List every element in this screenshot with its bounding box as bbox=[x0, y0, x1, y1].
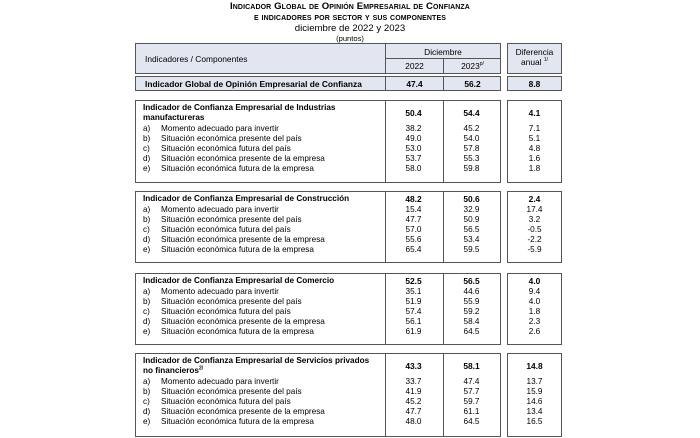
header-indicators-label: Indicadores / Componentes bbox=[145, 54, 248, 64]
table-row: a) Momento adecuado para invertir 38.2 45.2 7.1 bbox=[143, 124, 541, 133]
table-row: b) Situación económica presente del país 41.9 57.7 15.9 bbox=[143, 387, 543, 396]
section-value-2023: 56.5 bbox=[463, 276, 480, 286]
section-diff: 14.8 bbox=[526, 361, 543, 371]
section-value-2022: 48.2 bbox=[405, 194, 422, 204]
section-value-2022: 50.4 bbox=[405, 108, 422, 118]
global-value-2022: 47.4 bbox=[406, 79, 423, 89]
section-value-2023: 58.1 bbox=[463, 361, 480, 371]
section-value-2023: 50.6 bbox=[463, 194, 480, 204]
global-diff-value: 8.8 bbox=[528, 79, 541, 89]
section-title: Indicador de Confianza Empresarial de Construcción bbox=[143, 194, 350, 203]
table-row: d) Situación económica presente de la empresa 53.7 55.3 1.6 bbox=[143, 154, 541, 163]
global-indicator-row bbox=[135, 76, 386, 91]
table-row: c) Situación económica futura del país 57.4 59.2 1.8 bbox=[143, 307, 541, 316]
global-indicator-label: Indicador Global de Opinión Empresarial de Confianza bbox=[145, 79, 362, 89]
header-year-2022: 2022 bbox=[405, 61, 424, 71]
table-row: b) Situación económica presente del país 51.9 55.9 4.0 bbox=[143, 297, 541, 306]
section-manufacturing bbox=[135, 100, 563, 183]
units-label: (puntos) bbox=[336, 34, 364, 43]
table-row: d) Situación económica presente de la empresa 47.7 61.1 13.4 bbox=[143, 407, 543, 416]
sub-title: e indicadores por sector y sus componentes bbox=[254, 12, 446, 23]
section-diff: 2.4 bbox=[528, 194, 541, 204]
header-month-label: Diciembre bbox=[424, 47, 462, 57]
main-title: Indicador Global de Opinión Empresarial de Confianza bbox=[230, 1, 470, 12]
table-titles bbox=[0, 1, 700, 43]
section-title: Indicador de Confianza Empresarial de Comercio bbox=[143, 276, 335, 285]
table-row: c) Situación económica futura del país 45.2 59.7 14.6 bbox=[143, 397, 543, 406]
section-title: Indicador de Confianza Empresarial de Industrias manufactureras bbox=[143, 103, 336, 122]
header-difference-cell bbox=[507, 43, 562, 74]
section-value-2023: 54.4 bbox=[463, 108, 480, 118]
section-diff: 4.0 bbox=[528, 276, 541, 286]
section-value-2022: 43.3 bbox=[405, 361, 422, 371]
header-indicators-cell bbox=[135, 43, 386, 74]
table-row: d) Situación económica presente de la empresa 56.1 58.4 2.3 bbox=[143, 317, 541, 326]
global-indicator-values bbox=[385, 76, 501, 91]
table-row: b) Situación económica presente del país 47.7 50.9 3.2 bbox=[143, 215, 541, 224]
section-construction bbox=[135, 191, 563, 263]
section-title: Indicador de Confianza Empresarial de Servicios privados no financieros$^{2/}$ bbox=[143, 356, 370, 375]
table-row: c) Situación económica futura del país 57.0 56.5 -0.5 bbox=[143, 225, 542, 234]
header-difference-label: Diferencia anual $^{1/}$ bbox=[515, 47, 554, 67]
section-diff: 4.1 bbox=[528, 108, 541, 118]
table-row: c) Situación económica futura del país 53.0 57.8 4.8 bbox=[143, 144, 541, 153]
table-row: e) Situación económica futura de la empresa 58.0 59.8 1.8 bbox=[143, 164, 541, 173]
global-indicator-diff bbox=[507, 76, 562, 91]
table-row: b) Situación económica presente del país 49.0 54.0 5.1 bbox=[143, 134, 541, 143]
table-row: e) Situación económica futura de la empresa 48.0 64.5 16.5 bbox=[143, 417, 543, 426]
table-row: a) Momento adecuado para invertir 33.7 47.4 13.7 bbox=[143, 377, 543, 386]
date-range: diciembre de 2022 y 2023 bbox=[294, 23, 406, 34]
table-row: a) Momento adecuado para invertir 35.1 44.6 9.4 bbox=[143, 287, 541, 296]
section-services bbox=[135, 353, 563, 437]
table-row: d) Situación económica presente de la empresa 55.6 53.4 -2.2 bbox=[143, 235, 542, 244]
table-row: a) Momento adecuado para invertir 15.4 32.9 17.4 bbox=[143, 205, 543, 214]
global-value-2023: 56.2 bbox=[464, 79, 481, 89]
section-value-2022: 52.5 bbox=[405, 276, 422, 286]
table-row: e) Situación económica futura de la empresa 65.4 59.5 -5.9 bbox=[143, 245, 542, 254]
header-december-cell bbox=[385, 43, 501, 74]
section-commerce bbox=[135, 273, 563, 345]
header-year-2023: $2023^{p/}$ bbox=[461, 61, 484, 71]
table-row: e) Situación económica futura de la empresa 61.9 64.5 2.6 bbox=[143, 327, 541, 336]
